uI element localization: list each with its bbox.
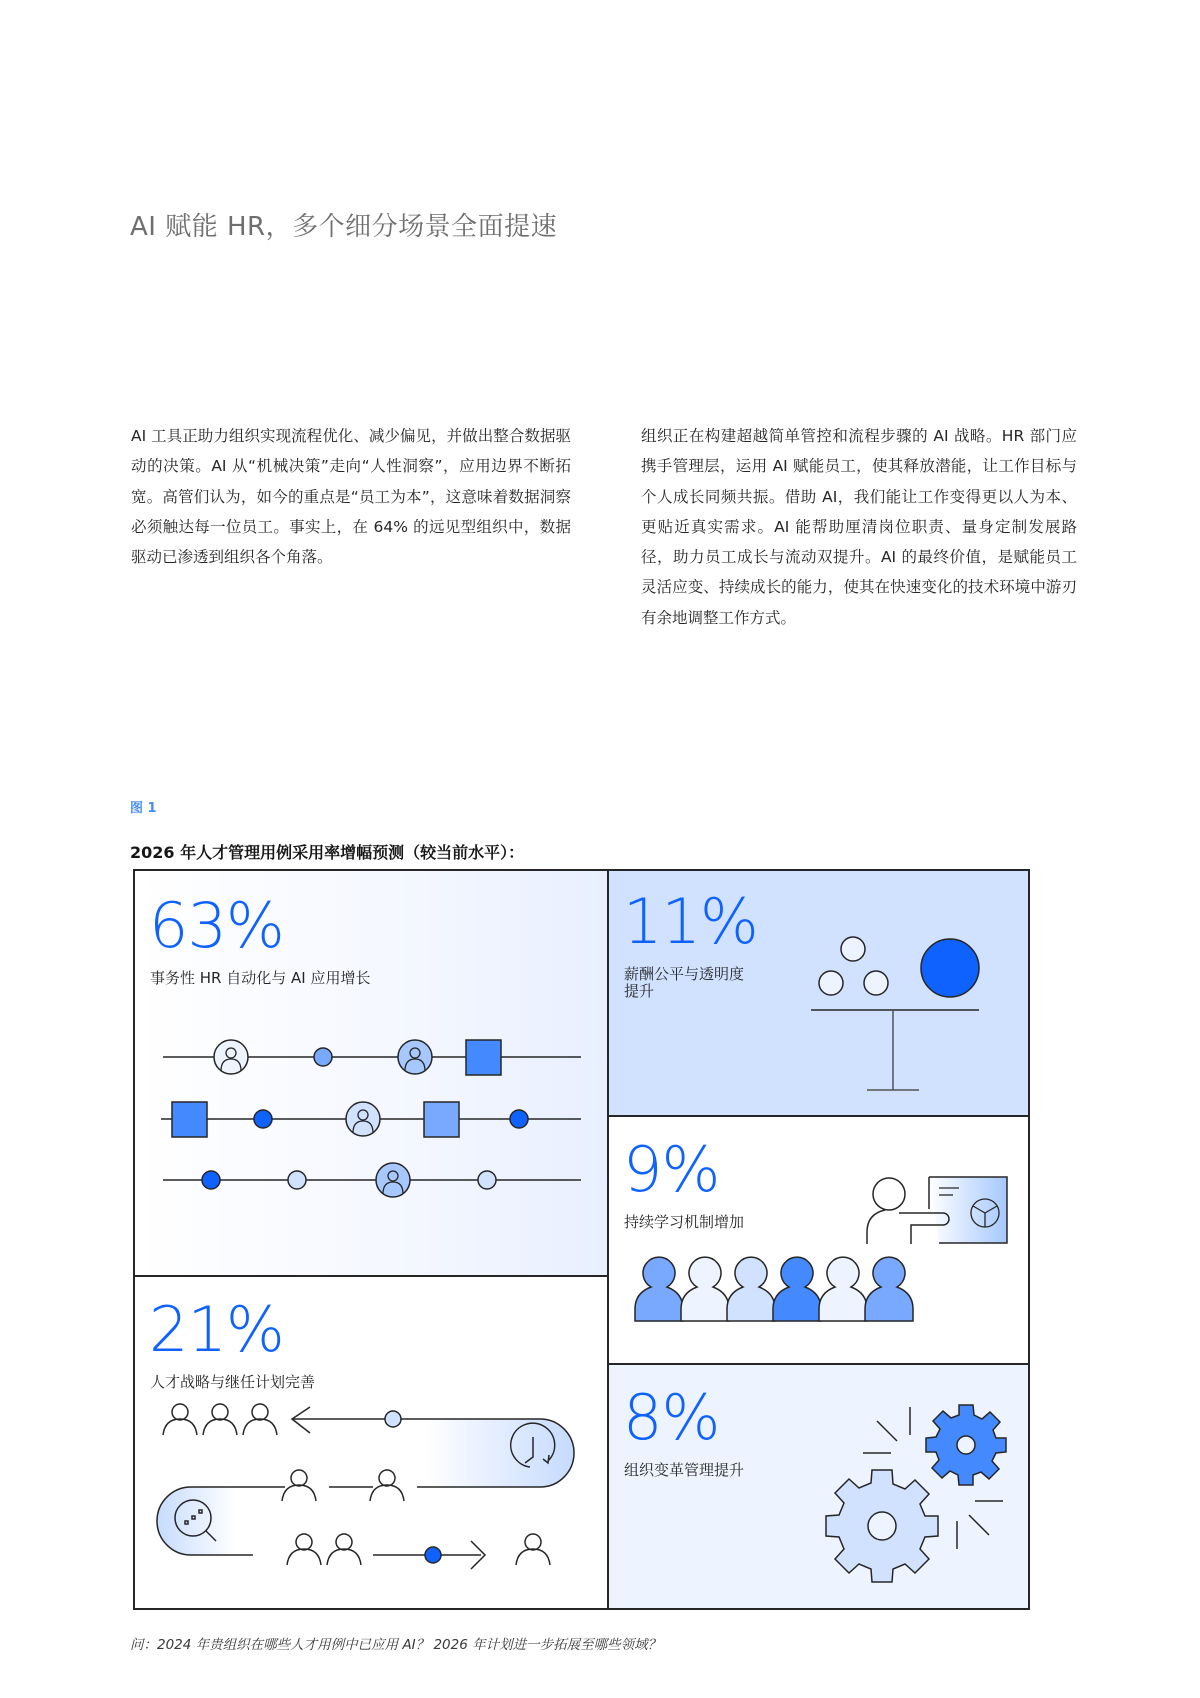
stat-panel-hr-automation: [135, 871, 609, 1277]
stat-value: 11%: [623, 885, 758, 958]
gears-icon: [609, 1365, 1028, 1608]
stat-panel-change-management: [609, 1365, 1028, 1608]
body-paragraph-left: AI 工具正助力组织实现流程优化、减少偏见，并做出整合数据驱动的决策。AI 从“机械决策”走向“人性洞察”，应用边界不断拓宽。高管们认为，如今的重点是“员工为本”，这意味着数据洞察必须触达每一位员工。事实上，在 64% 的远见型组织中，数据驱动已渗透到组织各个角落。: [131, 427, 571, 567]
stat-panel-talent-strategy: [135, 1277, 609, 1608]
balance-scale-icon: [609, 871, 1028, 1117]
figure-footnote: 问：2024 年贵组织在哪些人才用例中已应用 AI？ 2026 年计划进一步拓展至哪些领域？: [130, 1637, 662, 1653]
stat-value: 63%: [149, 889, 284, 962]
section-heading: AI 赋能 HR，多个细分场景全面提速: [130, 212, 558, 242]
stat-value: 8%: [623, 1381, 720, 1454]
infographic-grid: [133, 869, 1030, 1610]
stat-label: 组织变革管理提升: [624, 1461, 745, 1479]
timeline-nodes-icon: [135, 871, 609, 1277]
stat-label: 人才战略与继任计划完善: [150, 1373, 316, 1391]
stat-label: 事务性 HR 自动化与 AI 应用增长: [150, 969, 371, 987]
stat-value: 9%: [623, 1133, 720, 1206]
presenter-audience-icon: [609, 1117, 1028, 1365]
stat-label: 持续学习机制增加: [624, 1213, 745, 1231]
stat-panel-pay-equity: [609, 871, 1028, 1117]
stat-label-line2: 提升: [624, 982, 655, 1000]
stat-value: 21%: [149, 1293, 284, 1366]
body-paragraph-right: 组织正在构建超越简单管控和流程步骤的 AI 战略。HR 部门应携手管理层，运用 AI 赋能员工，使其释放潜能，让工作目标与个人成长同频共振。借助 AI，我们能让工作变得更以人为本、更贴近真实需求。AI 能帮助厘清岗位职责、量身定制发展路径，助力员工成长与流动双提升。AI 的最终价值，是赋能员工灵活应变、持续成长的能力，使其在快速变化的技术环境中游刃有余地调整工作方式。: [641, 427, 1077, 627]
stat-panel-continuous-learning: [609, 1117, 1028, 1365]
stat-label-line1: 薪酬公平与透明度: [624, 965, 745, 983]
figure-title: 2026 年人才管理用例采用率增幅预测（较当前水平）：: [130, 843, 525, 862]
figure-label: 图 1: [130, 801, 157, 816]
succession-pipeline-icon: [135, 1277, 609, 1608]
